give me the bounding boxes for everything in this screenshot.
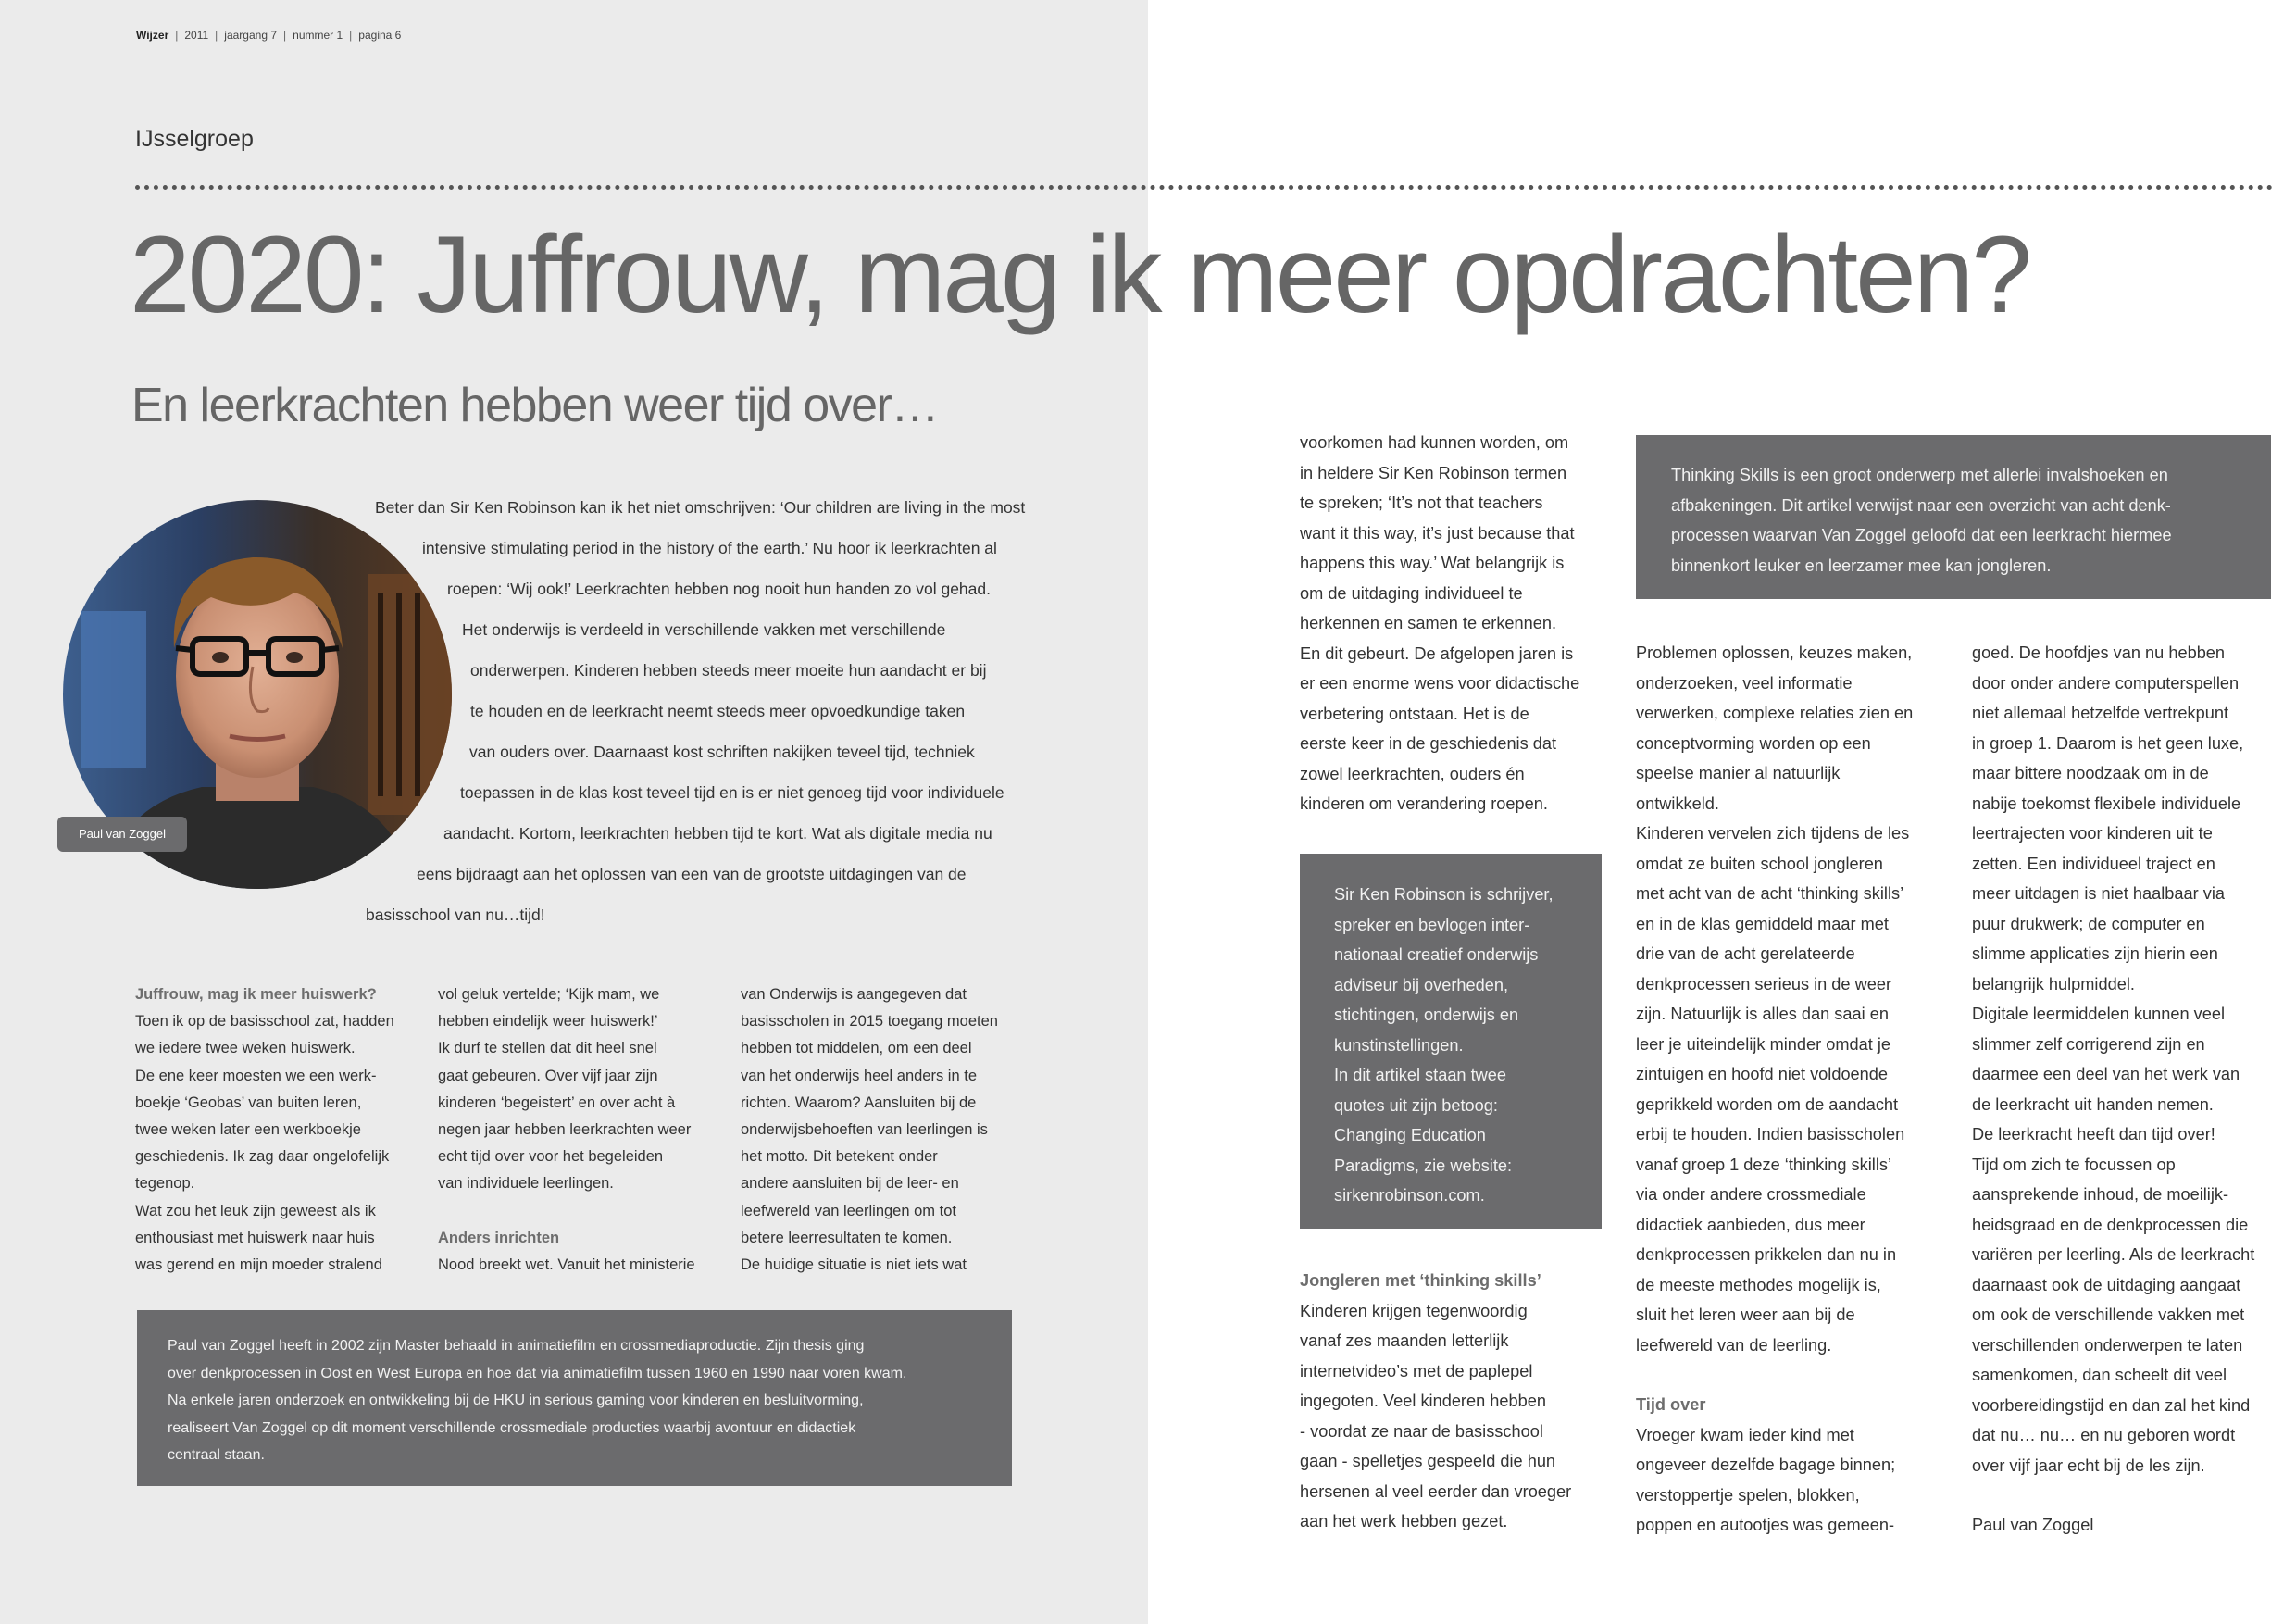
body-line: aan het werk hebben gezet. xyxy=(1300,1512,1508,1530)
body-line: Toen ik op de basisschool zat, hadden xyxy=(135,1013,394,1031)
section-heading: Anders inrichten xyxy=(438,1229,560,1246)
intro-line: aandacht. Kortom, leerkrachten hebben tijd te kort. Wat als digitale media nu xyxy=(443,824,992,843)
body-line: te spreken; ‘It’s not that teachers xyxy=(1300,493,1543,512)
body-line: Tijd om zich te focussen op xyxy=(1972,1155,2176,1174)
body-line: variëren per leerling. Als de leerkracht xyxy=(1972,1245,2255,1264)
body-line: En dit gebeurt. De afgelopen jaren is xyxy=(1300,643,1574,663)
body-line: via onder andere crossmediale xyxy=(1636,1185,1866,1204)
intro-line: van ouders over. Daarnaast kost schriften nakijken teveel tijd, techniek xyxy=(469,743,975,761)
body-line: andere aansluiten bij de leer- en xyxy=(741,1175,959,1193)
info-line: Paradigms, zie website: xyxy=(1334,1156,1513,1175)
body-line: De leerkracht heeft dan tijd over! xyxy=(1972,1125,2215,1143)
body-line: ongeveer dezelfde bagage binnen; xyxy=(1636,1455,1896,1474)
body-line: over vijf jaar echt bij de les zijn. xyxy=(1972,1455,2205,1475)
body-line: van Onderwijs is aangegeven dat xyxy=(741,986,967,1003)
body-line: - voordat ze naar de basisschool xyxy=(1300,1421,1543,1441)
body-line: Kinderen vervelen zich tijdens de les xyxy=(1636,824,1910,843)
body-line: internetvideo’s met de paplepel xyxy=(1300,1361,1533,1380)
info-line: nationaal creatief onderwijs xyxy=(1334,945,1539,964)
article-subtitle: En leerkrachten hebben weer tijd over… xyxy=(131,379,938,432)
intro-line: Het onderwijs is verdeeld in verschillende vakken met verschillende xyxy=(462,620,946,639)
right-column-2 xyxy=(1636,638,1913,1541)
body-line: hebben eindelijk weer huiswerk!’ xyxy=(438,1013,658,1031)
body-line: voorbereidingstijd en dan zal het kind xyxy=(1972,1395,2251,1415)
body-line: happens this way.’ Wat belangrijk is xyxy=(1300,554,1565,572)
body-line: met acht van de acht ‘thinking skills’ xyxy=(1636,884,1904,903)
body-line: en in de klas gemiddeld maar met xyxy=(1636,914,1889,933)
body-line: Ik durf te stellen dat dit heel snel xyxy=(438,1040,657,1057)
body-line: didactiek aanbieden, dus meer xyxy=(1636,1215,1866,1234)
issue-volume: jaargang 7 xyxy=(224,29,278,42)
body-line: verwerken, complexe relaties zien en xyxy=(1636,704,1914,722)
body-line: van individuele leerlingen. xyxy=(438,1175,614,1193)
info-line: kunstinstellingen. xyxy=(1334,1035,1464,1055)
body-line: betere leerresultaten te komen. xyxy=(741,1229,953,1246)
body-line: De ene keer moesten we een werk- xyxy=(135,1067,377,1084)
body-line: Problemen oplossen, keuzes maken, xyxy=(1636,643,1913,662)
right-column-1-top xyxy=(1300,428,1579,819)
body-line: niet allemaal hetzelfde vertrekpunt xyxy=(1972,704,2229,722)
bio-line: over denkprocessen in Oost en West Europa en hoe dat via animatiefilm tussen 1960 en 1990 naar voren kwam. xyxy=(168,1365,907,1381)
body-line: tegenop. xyxy=(135,1175,195,1193)
body-line: verbetering ontstaan. Het is de xyxy=(1300,704,1529,723)
body-line: vanaf groep 1 deze ‘thinking skills’ xyxy=(1636,1155,1892,1174)
info-line: spreker en bevlogen inter- xyxy=(1334,915,1530,934)
author-bio-box xyxy=(137,1310,1012,1486)
body-line: negen jaar hebben leerkrachten weer xyxy=(438,1121,692,1139)
body-line: geprikkeld worden om de aandacht xyxy=(1636,1094,1899,1114)
body-line: zijn. Natuurlijk is alles dan saai en xyxy=(1636,1005,1889,1023)
magazine-name: Wijzer xyxy=(136,29,169,42)
author-signature: Paul van Zoggel xyxy=(1972,1516,2094,1534)
body-line: verstoppertje spelen, blokken, xyxy=(1636,1485,1860,1505)
body-line: in heldere Sir Ken Robinson termen xyxy=(1300,463,1567,482)
issue-number: nummer 1 xyxy=(293,29,343,42)
body-line: slimmer zelf corrigerend zijn en xyxy=(1972,1034,2205,1054)
body-line: ingegoten. Veel kinderen hebben xyxy=(1300,1392,1546,1410)
body-line: denkprocessen serieus in de weer xyxy=(1636,974,1892,993)
body-line: vanaf zes maanden letterlijk xyxy=(1300,1331,1509,1350)
body-line: van het onderwijs heel anders in te xyxy=(741,1067,977,1084)
section-label: IJsselgroep xyxy=(135,126,254,152)
body-line: Vroeger kwam ieder kind met xyxy=(1636,1425,1854,1444)
bio-line: realiseert Van Zoggel op dit moment verschillende crossmediale producties waarbij avontuur en didactiek xyxy=(168,1419,856,1436)
body-line: basisscholen in 2015 toegang moeten xyxy=(741,1013,998,1031)
body-line: twee weken later een werkboekje xyxy=(135,1121,361,1139)
body-line: dat nu… nu… en nu geboren wordt xyxy=(1972,1426,2236,1444)
info-line: Thinking Skills is een groot onderwerp met allerlei invalshoeken en xyxy=(1671,466,2168,484)
body-line: we iedere twee weken huiswerk. xyxy=(135,1040,356,1057)
body-line: drie van de acht gerelateerde xyxy=(1636,944,1855,963)
body-line: eerste keer in de geschiedenis dat xyxy=(1300,734,1557,753)
right-column-1-bottom xyxy=(1300,1266,1571,1537)
info-line: afbakeningen. Dit artikel verwijst naar een overzicht van acht denk- xyxy=(1671,495,2171,515)
right-column-3 xyxy=(1972,638,2254,1541)
body-line: daarmee een deel van het werk van xyxy=(1972,1065,2240,1083)
section-heading: Juffrouw, mag ik meer huiswerk? xyxy=(135,986,377,1003)
intro-line: roepen: ‘Wij ook!’ Leerkrachten hebben nog nooit hun handen zo vol gehad. xyxy=(447,580,991,598)
body-line: leer je uiteindelijk minder omdat je xyxy=(1636,1034,1890,1054)
intro-line: toepassen in de klas kost teveel tijd en is er niet genoeg tijd voor individuele xyxy=(460,783,1004,802)
body-line: conceptvorming worden op een xyxy=(1636,733,1871,753)
body-line: verschillenden onderwerpen te laten xyxy=(1972,1335,2243,1355)
body-line: denkprocessen prikkelen dan nu in xyxy=(1636,1245,1897,1264)
body-line: onderwijsbehoeften van leerlingen is xyxy=(741,1121,988,1139)
body-line: nabije toekomst flexibele individuele xyxy=(1972,793,2241,813)
info-line: binnenkort leuker en leerzamer mee kan jongleren. xyxy=(1671,556,2052,575)
bio-line: Paul van Zoggel heeft in 2002 zijn Master behaald in animatiefilm en crossmediaproductie. Zijn thesis ging xyxy=(168,1338,865,1354)
body-line: enthousiast met huiswerk naar huis xyxy=(135,1229,375,1246)
body-line: maar bittere noodzaak om in de xyxy=(1972,764,2209,782)
body-column-3 xyxy=(741,981,998,1279)
body-line: gaan - spelletjes gespeeld die hun xyxy=(1300,1452,1556,1470)
info-line: adviseur bij overheden, xyxy=(1334,975,1509,994)
body-line: speelse manier al natuurlijk xyxy=(1636,764,1841,782)
body-line: ontwikkeld. xyxy=(1636,793,1719,813)
body-line: sluit het leren weer aan bij de xyxy=(1636,1305,1855,1324)
body-line: Kinderen krijgen tegenwoordig xyxy=(1300,1301,1528,1320)
section-heading: Jongleren met ‘thinking skills’ xyxy=(1300,1271,1541,1290)
info-line: In dit artikel staan twee xyxy=(1334,1066,1507,1084)
body-line: er een enorme wens voor didactische xyxy=(1300,674,1580,693)
body-line: was gerend en mijn moeder stralend xyxy=(135,1256,382,1274)
body-line: door onder andere computerspellen xyxy=(1972,673,2240,693)
info-line: sirkenrobinson.com. xyxy=(1334,1186,1485,1205)
body-line: leefwereld van de leerling. xyxy=(1636,1335,1832,1355)
intro-line: onderwerpen. Kinderen hebben steeds meer moeite hun aandacht er bij xyxy=(470,661,987,680)
body-line: Digitale leermiddelen kunnen veel xyxy=(1972,1005,2225,1023)
article-title: 2020: Juffrouw, mag ik meer opdrachten? xyxy=(130,214,2029,336)
info-line: quotes uit zijn betoog: xyxy=(1334,1095,1498,1115)
issue-year: 2011 xyxy=(184,29,209,42)
intro-line: basisschool van nu…tijd! xyxy=(366,906,545,924)
page-number: pagina 6 xyxy=(358,29,402,42)
body-line: leertrajecten voor kinderen uit te xyxy=(1972,824,2213,843)
info-line: Changing Education xyxy=(1334,1126,1486,1144)
info-line: stichtingen, onderwijs en xyxy=(1334,1006,1519,1024)
body-line: meer uitdagen is niet haalbaar via xyxy=(1972,884,2225,903)
body-line: gaat gebeuren. Over vijf jaar zijn xyxy=(438,1067,658,1084)
bio-line: centraal staan. xyxy=(168,1447,265,1463)
body-line: slimme applicaties zijn hierin een xyxy=(1972,944,2218,963)
dotted-divider xyxy=(135,185,2274,190)
info-line: Sir Ken Robinson is schrijver, xyxy=(1334,885,1554,904)
body-line: zintuigen en hoofd niet voldoende xyxy=(1636,1065,1889,1083)
body-line: richten. Waarom? Aansluiten bij de xyxy=(741,1093,977,1111)
body-line: Wat zou het leuk zijn geweest als ik xyxy=(135,1202,376,1219)
photo-caption: Paul van Zoggel xyxy=(57,817,187,852)
page-header-meta: Wijzer | 2011 | jaargang 7 | nummer 1 | pagina 6 xyxy=(136,29,402,42)
thinking-skills-info-box xyxy=(1636,435,2271,599)
body-line: daarnaast ook de uitdaging aangaat xyxy=(1972,1275,2241,1294)
body-line: het motto. Dit betekent onder xyxy=(741,1148,938,1166)
body-line: hebben tot middelen, om een deel xyxy=(741,1040,972,1057)
body-line: samenkomen, dan scheelt dit veel xyxy=(1972,1366,2227,1384)
ken-robinson-info-box xyxy=(1300,854,1602,1229)
body-line: zetten. Een individueel traject en xyxy=(1972,854,2215,873)
info-line: processen waarvan Van Zoggel geloofd dat een leerkracht hiermee xyxy=(1671,526,2172,544)
body-line: goed. De hoofdjes van nu hebben xyxy=(1972,643,2226,662)
body-line: zowel leerkrachten, ouders én xyxy=(1300,764,1525,783)
body-line: leefwereld van leerlingen om tot xyxy=(741,1202,956,1219)
body-column-1 xyxy=(135,981,394,1279)
body-line: boekje ‘Geobas’ van buiten leren, xyxy=(135,1093,362,1111)
body-line: de leerkracht uit handen nemen. xyxy=(1972,1094,2214,1114)
body-line: herkennen en samen te erkennen. xyxy=(1300,614,1557,632)
body-line: om ook de verschillende vakken met xyxy=(1972,1305,2245,1324)
body-line: want it this way, it’s just because that xyxy=(1300,523,1575,543)
body-line: heidsgraad en de denkprocessen die xyxy=(1972,1215,2249,1234)
intro-line: Beter dan Sir Ken Robinson kan ik het niet omschrijven: ‘Our children are living in the most xyxy=(375,498,1026,517)
bio-line: Na enkele jaren onderzoek en ontwikkeling bij de HKU in serious gaming voor kinderen en besluitvorming, xyxy=(168,1393,864,1408)
body-line: om de uitdaging individueel te xyxy=(1300,583,1523,603)
body-line: de meeste methodes mogelijk is, xyxy=(1636,1275,1881,1294)
body-line: poppen en autootjes was gemeen- xyxy=(1636,1516,1895,1534)
body-line: geschiedenis. Ik zag daar ongelofelijk xyxy=(135,1148,390,1166)
intro-line: eens bijdraagt aan het oplossen van een van de grootste uitdagingen van de xyxy=(417,865,967,883)
body-line: hersenen al veel eerder dan vroeger xyxy=(1300,1481,1572,1501)
intro-line: intensive stimulating period in the history of the earth.’ Nu hoor ik leerkrachten al xyxy=(422,539,997,557)
body-line: belangrijk hulpmiddel. xyxy=(1972,974,2135,993)
intro-line: te houden en de leerkracht neemt steeds meer opvoedkundige taken xyxy=(470,702,966,720)
body-line: puur drukwerk; de computer en xyxy=(1972,914,2205,933)
body-line: De huidige situatie is niet iets wat xyxy=(741,1256,967,1274)
body-line: kinderen ‘begeistert’ en over acht à xyxy=(438,1093,676,1111)
body-line: voorkomen had kunnen worden, om xyxy=(1300,433,1569,452)
body-line: omdat ze buiten school jongleren xyxy=(1636,854,1883,873)
body-column-2 xyxy=(438,981,695,1279)
section-heading: Tijd over xyxy=(1636,1395,1706,1414)
body-line: erbij te houden. Indien basisscholen xyxy=(1636,1125,1905,1143)
body-line: Nood breekt wet. Vanuit het ministerie xyxy=(438,1255,695,1273)
body-line: kinderen om verandering roepen. xyxy=(1300,794,1548,813)
body-line: aansprekende inhoud, de moeilijk- xyxy=(1972,1185,2229,1204)
body-line: vol geluk vertelde; ‘Kijk mam, we xyxy=(438,986,660,1003)
body-line: in groep 1. Daarom is het geen luxe, xyxy=(1972,733,2244,753)
body-line: onderzoeken, veel informatie xyxy=(1636,673,1853,693)
body-line: echt tijd over voor het begeleiden xyxy=(438,1148,664,1166)
